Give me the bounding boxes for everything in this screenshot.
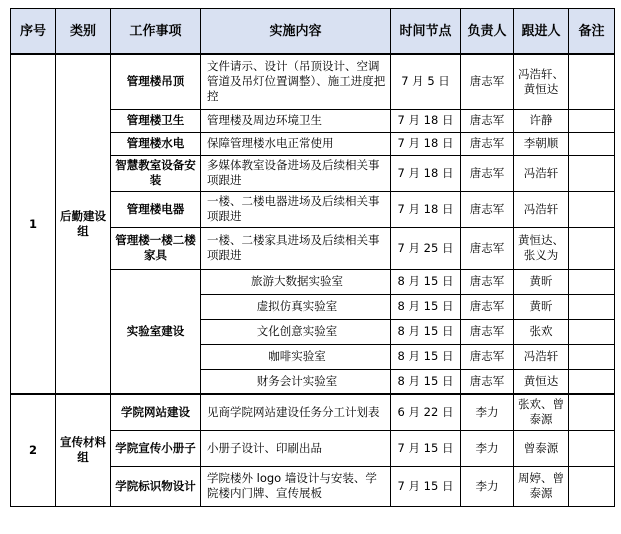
date-cell: 7 月 25 日 [391, 227, 461, 269]
content-cell: 一楼、二楼家具进场及后续相关事项跟进 [201, 227, 391, 269]
owner-cell: 唐志军 [461, 294, 514, 319]
owner-cell: 李力 [461, 466, 514, 506]
owner-cell: 李力 [461, 430, 514, 466]
note-cell [569, 269, 615, 294]
follow-cell: 许静 [514, 109, 569, 132]
follow-cell: 周婷、曾泰源 [514, 466, 569, 506]
follow-cell: 冯浩轩、黄恒达 [514, 54, 569, 109]
note-cell [569, 155, 615, 191]
task-cell: 管理楼一楼二楼家具 [111, 227, 201, 269]
note-cell [569, 132, 615, 155]
header-task: 工作事项 [111, 9, 201, 55]
task-cell: 管理楼卫生 [111, 109, 201, 132]
group-seq: 1 [11, 54, 56, 394]
date-cell: 7 月 15 日 [391, 466, 461, 506]
header-date: 时间节点 [391, 9, 461, 55]
owner-cell: 唐志军 [461, 319, 514, 344]
owner-cell: 唐志军 [461, 369, 514, 394]
task-cell: 管理楼水电 [111, 132, 201, 155]
follow-cell: 冯浩轩 [514, 155, 569, 191]
header-follow: 跟进人 [514, 9, 569, 55]
owner-cell: 唐志军 [461, 227, 514, 269]
date-cell: 7 月 18 日 [391, 191, 461, 227]
content-cell: 管理楼及周边环境卫生 [201, 109, 391, 132]
note-cell [569, 191, 615, 227]
date-cell: 7 月 15 日 [391, 430, 461, 466]
date-cell: 6 月 22 日 [391, 394, 461, 430]
header-seq: 序号 [11, 9, 56, 55]
task-cell: 学院标识物设计 [111, 466, 201, 506]
follow-cell: 张欢、曾泰源 [514, 394, 569, 430]
group-category: 宣传材料组 [56, 394, 111, 506]
work-schedule-table [10, 8, 615, 507]
note-cell [569, 344, 615, 369]
note-cell [569, 227, 615, 269]
date-cell: 7 月 18 日 [391, 155, 461, 191]
owner-cell: 唐志军 [461, 132, 514, 155]
date-cell: 8 月 15 日 [391, 269, 461, 294]
follow-cell: 冯浩轩 [514, 344, 569, 369]
content-cell: 咖啡实验室 [201, 344, 391, 369]
table-row [11, 394, 615, 430]
content-cell: 学院楼外 logo 墙设计与安装、学院楼内门牌、宣传展板 [201, 466, 391, 506]
date-cell: 8 月 15 日 [391, 369, 461, 394]
date-cell: 7 月 18 日 [391, 132, 461, 155]
follow-cell: 黄恒达、张义为 [514, 227, 569, 269]
header-row [11, 9, 615, 55]
task-cell: 学院宣传小册子 [111, 430, 201, 466]
follow-cell: 张欢 [514, 319, 569, 344]
header-content: 实施内容 [201, 9, 391, 55]
owner-cell: 李力 [461, 394, 514, 430]
task-cell: 学院网站建设 [111, 394, 201, 430]
header-owner: 负责人 [461, 9, 514, 55]
date-cell: 7 月 18 日 [391, 109, 461, 132]
date-cell: 8 月 15 日 [391, 319, 461, 344]
content-cell: 旅游大数据实验室 [201, 269, 391, 294]
owner-cell: 唐志军 [461, 191, 514, 227]
owner-cell: 唐志军 [461, 269, 514, 294]
group-category: 后勤建设组 [56, 54, 111, 394]
note-cell [569, 319, 615, 344]
task-cell: 智慧教室设备安装 [111, 155, 201, 191]
task-cell: 管理楼吊顶 [111, 54, 201, 109]
follow-cell: 李朝顺 [514, 132, 569, 155]
note-cell [569, 294, 615, 319]
content-cell: 见商学院网站建设任务分工计划表 [201, 394, 391, 430]
follow-cell: 曾泰源 [514, 430, 569, 466]
table-row [11, 54, 615, 109]
follow-cell: 黄恒达 [514, 369, 569, 394]
content-cell: 文化创意实验室 [201, 319, 391, 344]
content-cell: 虚拟仿真实验室 [201, 294, 391, 319]
date-cell: 8 月 15 日 [391, 344, 461, 369]
content-cell: 小册子设计、印刷出品 [201, 430, 391, 466]
owner-cell: 唐志军 [461, 109, 514, 132]
date-cell: 8 月 15 日 [391, 294, 461, 319]
note-cell [569, 430, 615, 466]
follow-cell: 冯浩轩 [514, 191, 569, 227]
content-cell: 一楼、二楼电器进场及后续相关事项跟进 [201, 191, 391, 227]
owner-cell: 唐志军 [461, 155, 514, 191]
content-cell: 财务会计实验室 [201, 369, 391, 394]
owner-cell: 唐志军 [461, 54, 514, 109]
task-cell: 实验室建设 [111, 269, 201, 394]
content-cell: 多媒体教室设备进场及后续相关事项跟进 [201, 155, 391, 191]
note-cell [569, 54, 615, 109]
follow-cell: 黄昕 [514, 294, 569, 319]
header-category: 类别 [56, 9, 111, 55]
note-cell [569, 369, 615, 394]
content-cell: 文件请示、设计（吊顶设计、空调管道及吊灯位置调整）、施工进度把控 [201, 54, 391, 109]
header-note: 备注 [569, 9, 615, 55]
note-cell [569, 394, 615, 430]
note-cell [569, 466, 615, 506]
task-cell: 管理楼电器 [111, 191, 201, 227]
group-seq: 2 [11, 394, 56, 506]
follow-cell: 黄昕 [514, 269, 569, 294]
date-cell: 7 月 5 日 [391, 54, 461, 109]
content-cell: 保障管理楼水电正常使用 [201, 132, 391, 155]
owner-cell: 唐志军 [461, 344, 514, 369]
note-cell [569, 109, 615, 132]
